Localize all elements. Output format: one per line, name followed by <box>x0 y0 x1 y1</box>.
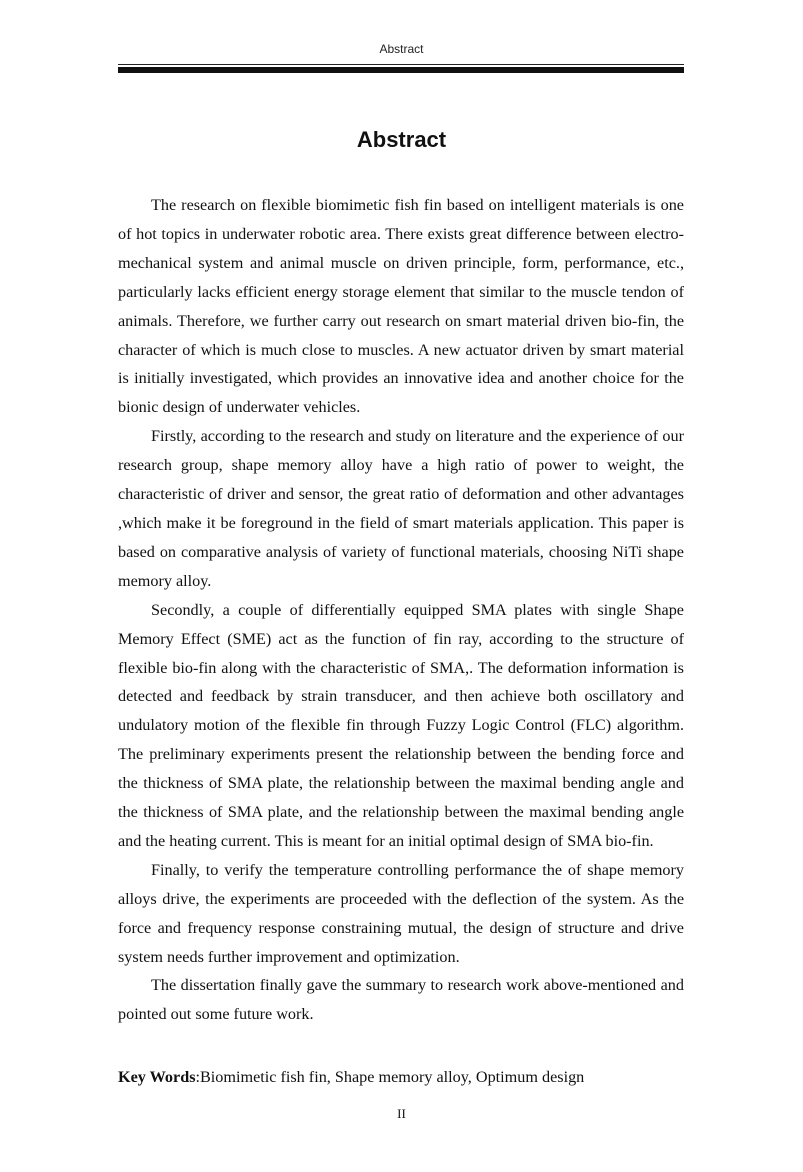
header-rule <box>118 64 684 74</box>
paragraph-finally: Finally, to verify the temperature controlling performance the of shape memory alloys drive, the experiments are proceeded with the deflection of the system. As the force and frequency response constraining mutual, the design of structure and drive system needs further improvement and optimization. <box>118 860 684 966</box>
page-number: II <box>397 1106 406 1121</box>
running-header: Abstract <box>379 42 424 56</box>
keywords-line <box>118 1063 684 1091</box>
keywords-label: Key Words <box>118 1068 196 1086</box>
keywords-text: :Biomimetic fish fin, Shape memory alloy, Optimum design <box>195 1068 585 1086</box>
paragraph-intro: The research on flexible biomimetic fish fin based on intelligent materials is one of hot topics in underwater robotic area. There exists great difference between electro-mechanical system and animal muscle on driven principle, form, performance, etc., particularly lacks efficient energy storage element that similar to the muscle tendon of animals. Therefore, we further carry out research on smart material driven bio-fin, the character of which is much close to muscles. A new actuator driven by smart material is initially investigated, which provides an innovative idea and another choice for the bionic design of underwater vehicles. <box>118 196 684 417</box>
page-title: Abstract <box>356 127 447 152</box>
abstract-body <box>118 191 684 1029</box>
paragraph-firstly: Firstly, according to the research and study on literature and the experience of our research group, shape memory alloy have a high ratio of power to weight, the characteristic of driver and sensor, the great ratio of deformation and other advantages ,which make it be foreground in the field of smart materials application. This paper is based on comparative analysis of variety of functional materials, choosing NiTi shape memory alloy. <box>118 427 684 590</box>
paragraph-summary: The dissertation finally gave the summary to research work above-mentioned and pointed out some future work. <box>118 976 684 1024</box>
header-rule-thin <box>118 64 684 65</box>
header-rule-thick <box>118 67 684 73</box>
paragraph-secondly: Secondly, a couple of differentially equipped SMA plates with single Shape Memory Effect (SME) act as the function of fin ray, according to the structure of flexible bio-fin along with the characteristic of SMA,. The deformation information is detected and feedback by strain transducer, and then achieve both oscillatory and undulatory motion of the flexible fin through Fuzzy Logic Control (FLC) algorithm. The preliminary experiments present the relationship between the bending force and the thickness of SMA plate, the relationship between the maximal bending angle and the thickness of SMA plate, and the relationship between the maximal bending angle and the heating current. This is meant for an initial optimal design of SMA bio-fin. <box>118 600 684 850</box>
